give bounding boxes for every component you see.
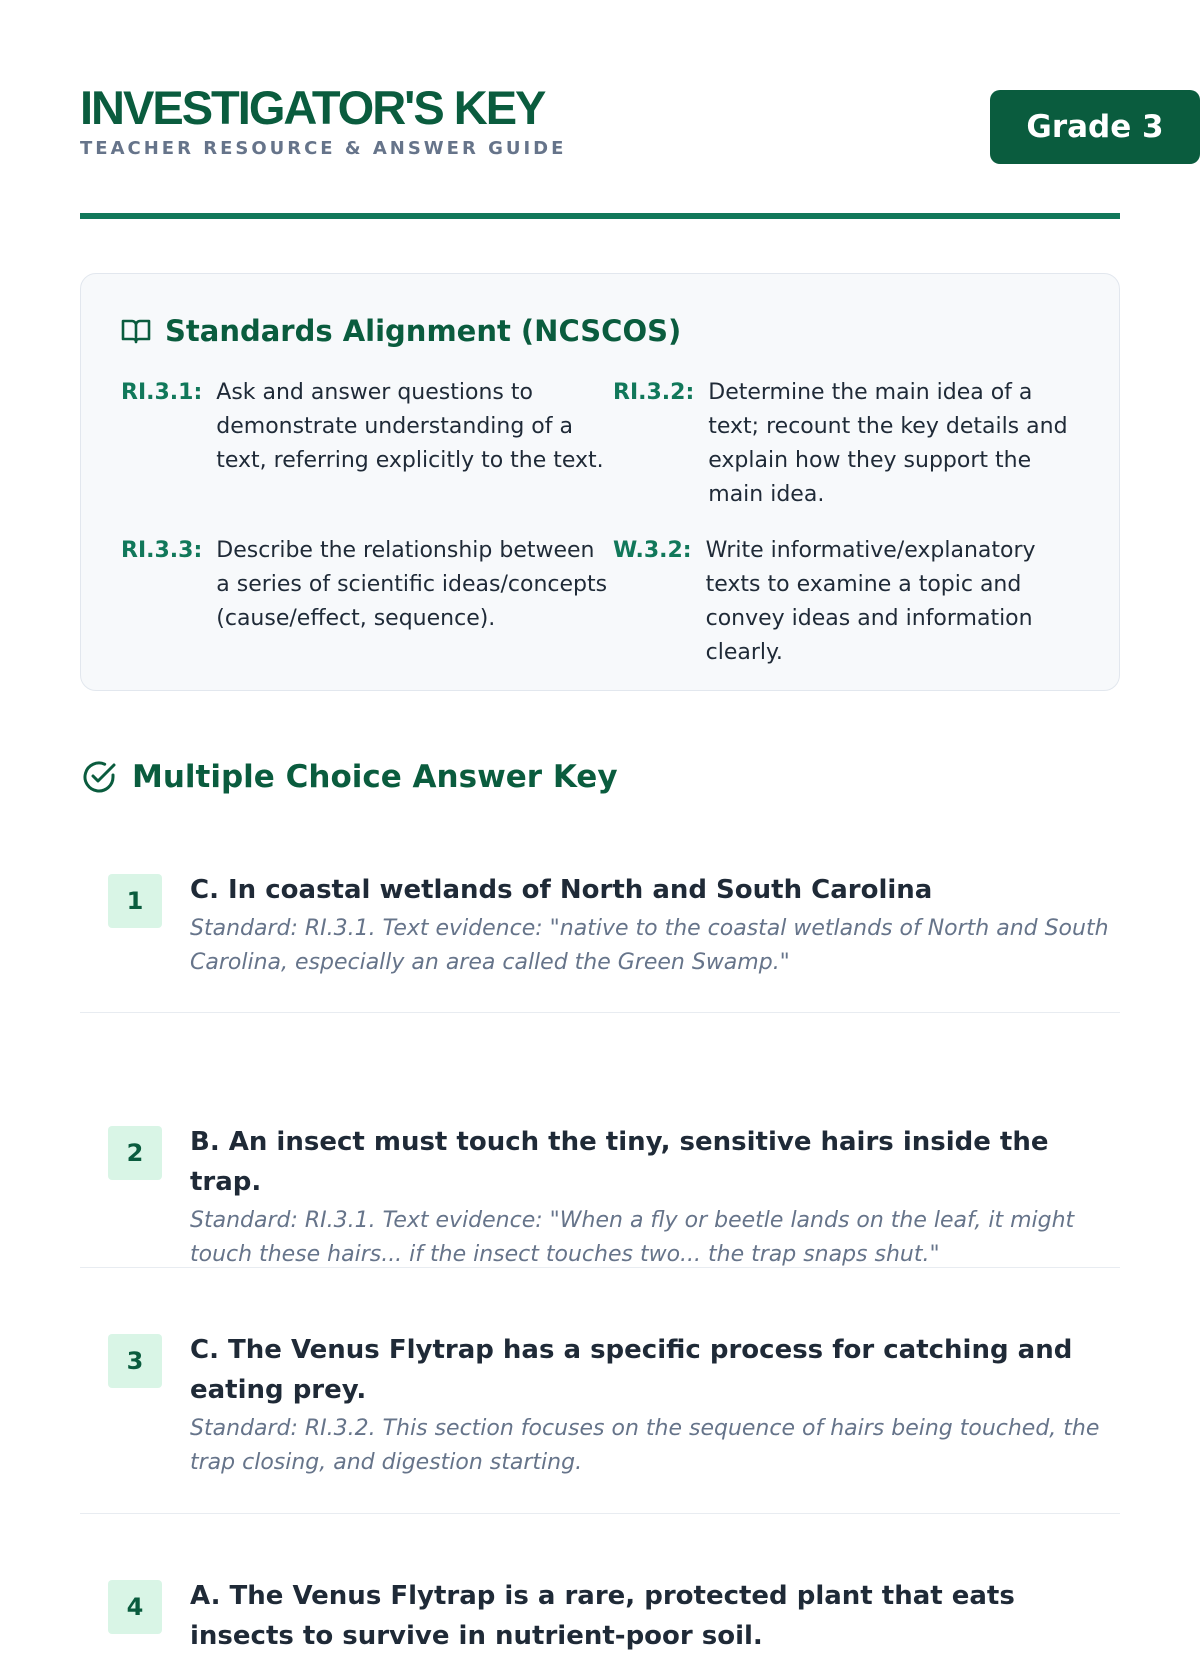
answer-text: C. The Venus Flytrap has a specific process for catching and eating prey.	[190, 1335, 1073, 1405]
answer-item	[80, 850, 1120, 1013]
question-number: 3	[108, 1334, 162, 1388]
answer-item	[80, 1268, 1120, 1514]
standard-item	[613, 534, 1083, 670]
standards-heading: Standards Alignment (NCSCOS)	[165, 314, 682, 348]
answer-body	[190, 1514, 1120, 1656]
standard-description: Describe the relationship between a series of scientific ideas/concepts (cause/effect, sequence).	[216, 538, 608, 631]
standard-item	[613, 376, 1083, 512]
answer-evidence: Standard: RI.3.2. This section focuses on the sequence of hairs being touched, the trap closing, and digestion starting.	[190, 1416, 1100, 1475]
standard-code: RI.3.1:	[121, 380, 203, 405]
standard-description: Write informative/explanatory texts to examine a topic and convey ideas and information clearly.	[705, 538, 1036, 665]
answer-item	[80, 1514, 1120, 1656]
question-number: 2	[108, 1126, 162, 1180]
answer-body	[190, 850, 1120, 1012]
answer-evidence: Standard: RI.3.1. Text evidence: "native to the coastal wetlands of North and South Carolina, especially an area called the Green Swamp."	[190, 916, 1109, 975]
question-number: 1	[108, 874, 162, 928]
answer-list	[80, 850, 1120, 1656]
standards-panel	[80, 273, 1120, 691]
standard-code: W.3.2:	[613, 538, 692, 563]
header-divider	[80, 213, 1120, 219]
question-number: 4	[108, 1580, 162, 1634]
page-subtitle: TEACHER RESOURCE & ANSWER GUIDE	[80, 138, 567, 159]
answer-text: B. An insect must touch the tiny, sensitive hairs inside the trap.	[190, 1127, 1049, 1197]
standards-header	[121, 314, 1079, 348]
standard-code: RI.3.2:	[613, 380, 695, 405]
answer-evidence: Standard: RI.3.1. Text evidence: "When a fly or beetle lands on the leaf, it might touch these hairs... if the insect touches two... the trap snaps shut."	[190, 1208, 1075, 1267]
book-icon	[121, 317, 151, 345]
check-circle-icon	[80, 758, 118, 796]
mc-header	[80, 758, 618, 796]
answer-item	[80, 1060, 1120, 1268]
answer-text: C. In coastal wetlands of North and South Carolina	[190, 875, 933, 905]
answer-body	[190, 1060, 1120, 1267]
standard-description: Determine the main idea of a text; recount the key details and explain how they support the main idea.	[708, 380, 1068, 507]
standard-item	[121, 534, 613, 670]
mc-heading: Multiple Choice Answer Key	[132, 759, 618, 795]
grade-badge: Grade 3	[990, 90, 1200, 164]
answer-body	[190, 1268, 1120, 1513]
standards-grid	[121, 376, 1079, 670]
standard-code: RI.3.3:	[121, 538, 203, 563]
standard-description: Ask and answer questions to demonstrate understanding of a text, referring explicitly to the text.	[216, 380, 604, 473]
answer-text: A. The Venus Flytrap is a rare, protected plant that eats insects to survive in nutrient-poor soil.	[190, 1581, 1015, 1651]
standard-item	[121, 376, 613, 512]
page-title: INVESTIGATOR'S KEY	[80, 81, 545, 134]
page-header	[80, 0, 1120, 159]
